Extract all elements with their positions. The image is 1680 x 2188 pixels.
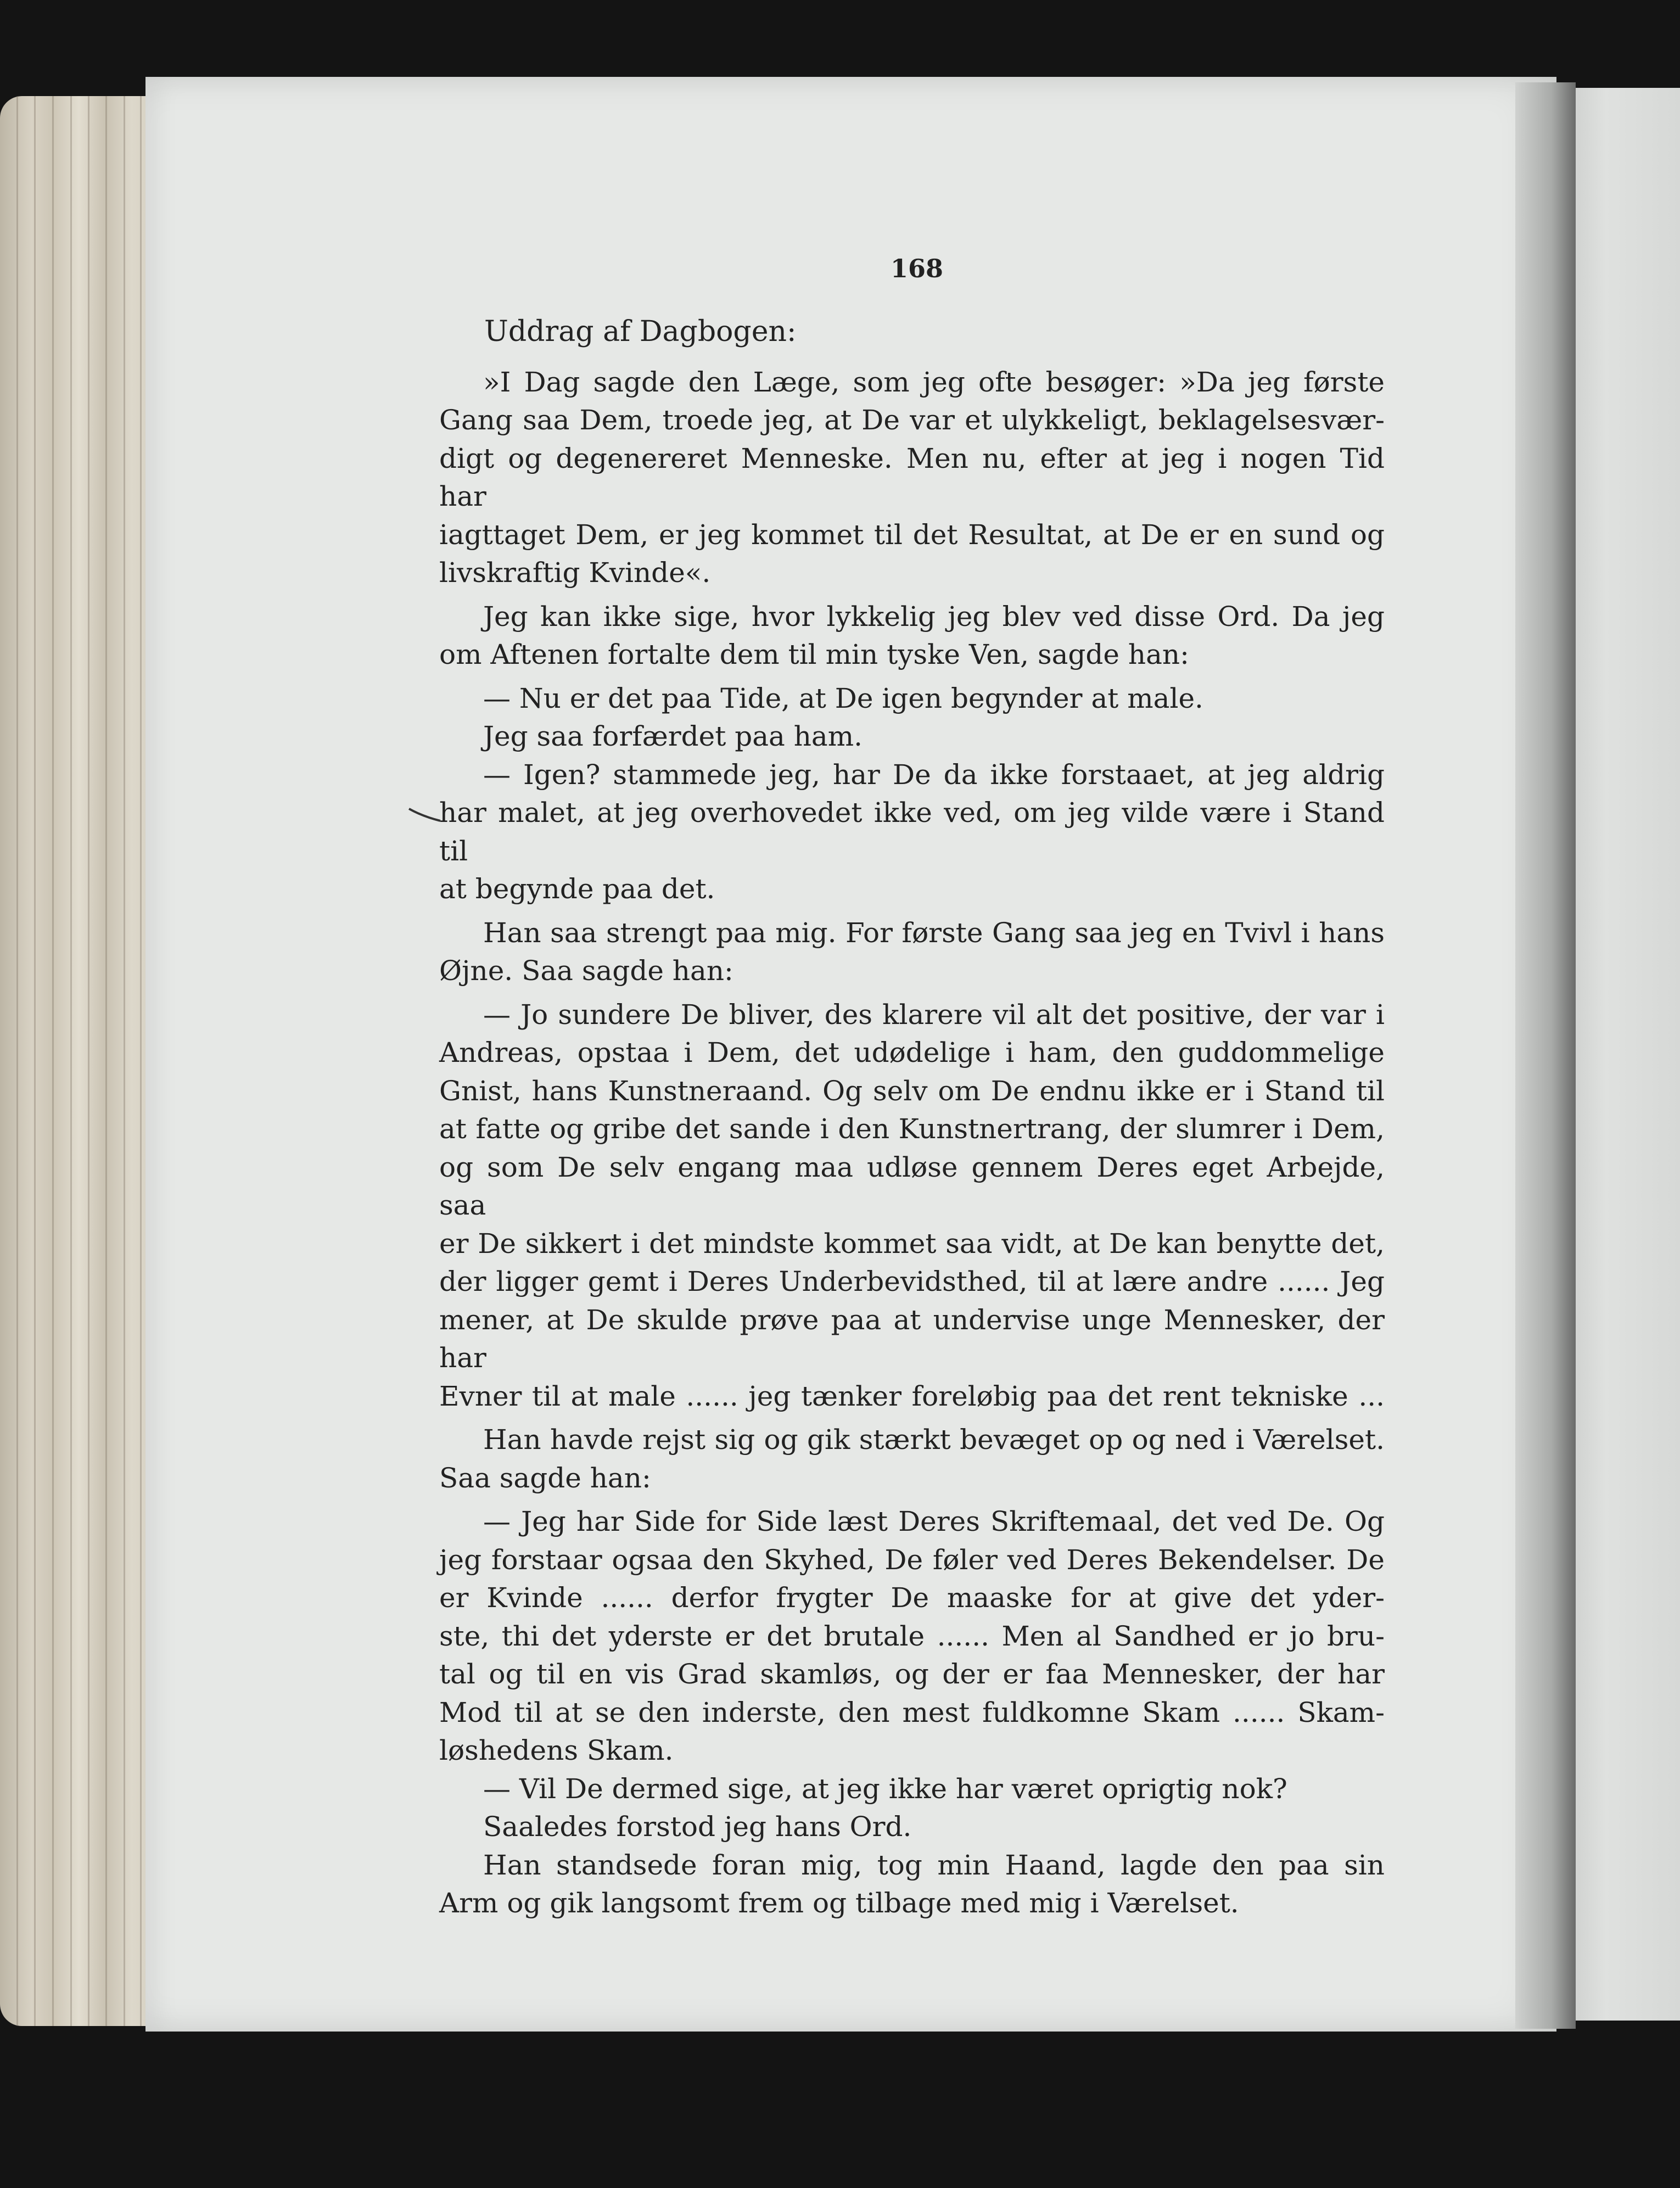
text-line: Saaledes forstod jeg hans Ord.: [483, 1811, 912, 1843]
text-line: — Jo sundere De bliver, des klarere vil alt det positive, der var i: [483, 998, 1385, 1031]
section-heading: Uddrag af Dagbogen:: [484, 315, 797, 348]
paragraph: [439, 718, 1385, 756]
text-line: er De sikkert i det mindste kommet saa vidt, at De kan benytte det,: [439, 1227, 1385, 1260]
text-line: »I Dag sagde den Læge, som jeg ofte besøger: »Da jeg første: [483, 366, 1385, 398]
text-line: digt og degenereret Menneske. Men nu, efter at jeg i nogen Tid har: [439, 442, 1385, 512]
text-line: løshedens Skam.: [439, 1734, 674, 1766]
text-line: Evner til at male ...... jeg tænker foreløbig paa det rent tekniske ...: [439, 1380, 1385, 1412]
text-line: tal og til en vis Grad skamløs, og der er faa Mennesker, der har: [439, 1658, 1385, 1690]
page-edge-line: [16, 96, 18, 2026]
paragraph: [439, 1770, 1385, 1809]
paragraph: [439, 680, 1385, 718]
text-line: — Igen? stammede jeg, har De da ikke forstaaet, at jeg aldrig: [483, 758, 1385, 791]
text-line: om Aftenen fortalte dem til min tyske Ven, sagde han:: [439, 639, 1189, 670]
text-line: iagttaget Dem, er jeg kommet til det Resultat, at De er en sund og: [439, 518, 1385, 551]
page-edge-line: [34, 96, 36, 2026]
text-line: Han saa strengt paa mig. For første Gang saa jeg en Tvivl i hans: [483, 916, 1385, 949]
text-line: og som De selv engang maa udløse gennem Deres eget Arbejde, saa: [439, 1151, 1385, 1221]
text-line: at begynde paa det.: [439, 873, 715, 905]
text-line: har malet, at jeg overhovedet ikke ved, om jeg vilde være i Stand til: [439, 797, 1385, 867]
text-line: Han standsede foran mig, tog min Haand, lagde den paa sin: [483, 1849, 1385, 1881]
text-line: Jeg saa forfærdet paa ham.: [483, 720, 863, 752]
paragraph: [439, 1808, 1385, 1846]
text-line: der ligger gemt i Deres Underbevidsthed, til at lære andre ...... Jeg: [439, 1266, 1385, 1297]
text-line: livskraftig Kvinde«.: [439, 557, 711, 589]
text-line: Gang saa Dem, troede jeg, at De var et ulykkeligt, beklagelsesvær-: [439, 404, 1385, 436]
paragraph: [439, 1503, 1385, 1770]
text-line: at fatte og gribe det sande i den Kunstnertrang, der slumrer i Dem,: [439, 1113, 1385, 1145]
paragraph: [439, 1421, 1385, 1497]
text-line: Saa sagde han:: [439, 1462, 651, 1494]
paragraph: [439, 996, 1385, 1416]
paragraph: [439, 598, 1385, 674]
text-line: mener, at De skulde prøve paa at undervise unge Mennesker, der har: [439, 1303, 1385, 1374]
page-edge-line: [52, 96, 54, 2026]
text-line: — Vil De dermed sige, at jeg ikke har været oprigtig nok?: [483, 1772, 1287, 1805]
margin-pencil-mark: [406, 804, 445, 826]
page-edge-line: [70, 96, 72, 2026]
text-line: Arm og gik langsomt frem og tilbage med mig i Værelset.: [439, 1887, 1239, 1919]
text-line: Jeg kan ikke sige, hvor lykkelig jeg blev ved disse Ord. Da jeg: [483, 600, 1385, 633]
page-edge-line: [88, 96, 89, 2026]
text-line: Han havde rejst sig og gik stærkt bevæget op og ned i Værelset.: [483, 1424, 1385, 1456]
page-edge-line: [105, 96, 107, 2026]
text-line: Andreas, opstaa i Dem, det udødelige i ham, den guddommelige: [439, 1037, 1385, 1068]
text-line: Gnist, hans Kunstneraand. Og selv om De endnu ikke er i Stand til: [439, 1075, 1385, 1107]
text-line: — Jeg har Side for Side læst Deres Skriftemaal, det ved De. Og: [483, 1506, 1385, 1537]
text-line: er Kvinde ...... derfor frygter De maaske for at give det yder-: [439, 1582, 1385, 1614]
text-line: jeg forstaar ogsaa den Skyhed, De føler ved Deres Bekendelser. De: [439, 1543, 1385, 1576]
page-edge-line: [124, 96, 125, 2026]
paragraph: [439, 1846, 1385, 1923]
page-text: [439, 247, 1385, 1928]
page-number: 168: [890, 254, 944, 283]
text-line: ste, thi det yderste er det brutale ...... Men al Sandhed er jo bru-: [439, 1620, 1385, 1652]
paragraph: [439, 363, 1385, 592]
text-line: Øjne. Saa sagde han:: [439, 955, 733, 987]
page-edge-line: [140, 96, 142, 2026]
text-line: Mod til at se den inderste, den mest fuldkomne Skam ...... Skam-: [439, 1696, 1385, 1728]
book-gutter: [1515, 82, 1576, 2029]
text-line: — Nu er det paa Tide, at De igen begynder at male.: [483, 682, 1203, 714]
paragraph: [439, 914, 1385, 991]
paragraph: [439, 756, 1385, 909]
